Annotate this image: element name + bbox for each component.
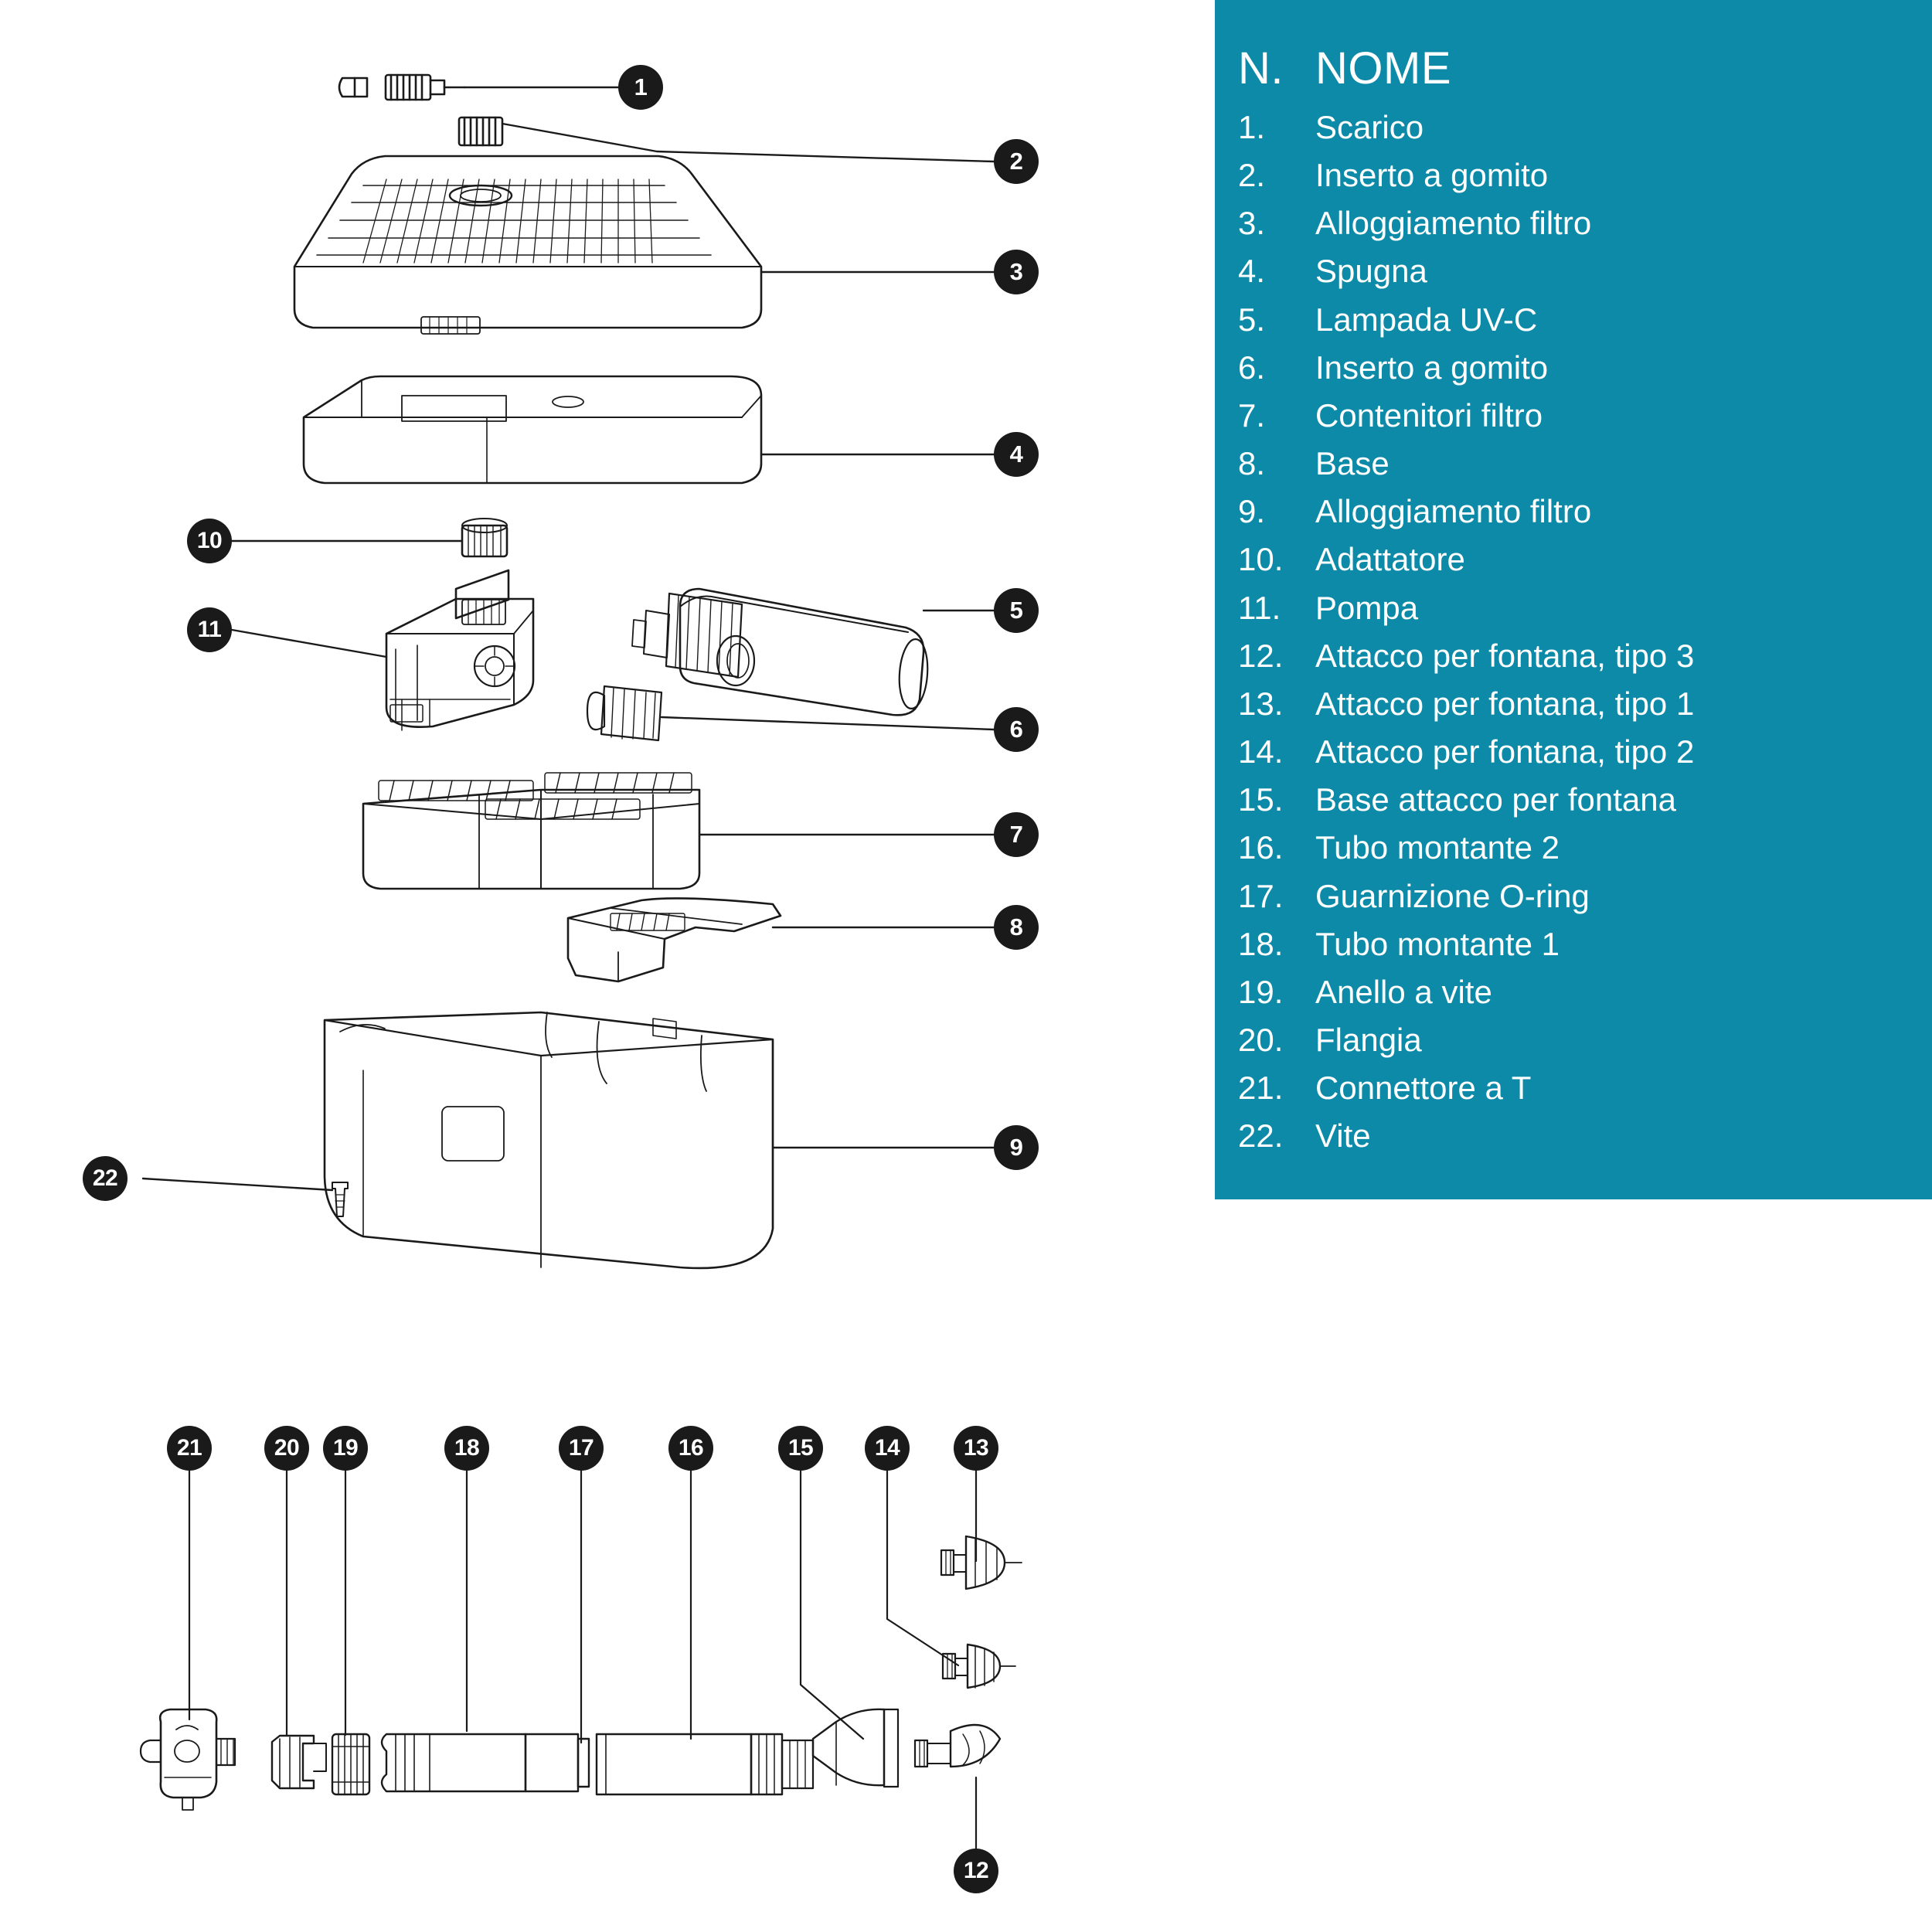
legend-item-16 [1238,824,1901,872]
legend-header [1238,43,1901,94]
callout-12[interactable] [954,1849,998,1893]
callout-label: 4 [1009,440,1023,468]
callout-8[interactable] [994,905,1039,950]
callout-label: 19 [332,1435,359,1461]
legend-item-12 [1238,632,1901,680]
callout-13[interactable] [954,1426,998,1471]
callout-label: 6 [1009,716,1023,743]
callout-label: 17 [568,1435,594,1461]
callout-16[interactable] [668,1426,713,1471]
callout-3[interactable] [994,250,1039,294]
legend-item-label: Vite [1315,1117,1371,1155]
legend-item-22 [1238,1112,1901,1160]
legend-item-label: Adattatore [1315,541,1465,578]
legend-item-13 [1238,680,1901,728]
legend-item-19 [1238,968,1901,1016]
callout-label: 20 [274,1435,300,1461]
legend-item-4 [1238,247,1901,295]
callout-5[interactable] [994,588,1039,633]
callout-label: 9 [1009,1134,1023,1161]
callout-19[interactable] [323,1426,368,1471]
legend-item-number: 9. [1238,493,1266,530]
legend-header-number: N. [1238,43,1284,94]
callout-18[interactable] [444,1426,489,1471]
callout-11[interactable] [187,607,232,652]
legend-item-11 [1238,584,1901,632]
legend-item-label: Base [1315,445,1389,482]
legend-panel [1215,0,1932,1199]
callout-label: 7 [1009,821,1023,848]
legend-item-label: Flangia [1315,1021,1422,1058]
legend-item-number: 6. [1238,349,1266,386]
callout-label: 13 [963,1435,989,1461]
legend-item-18 [1238,920,1901,968]
legend-item-number: 17. [1238,877,1284,914]
legend-item-number: 10. [1238,541,1284,578]
legend-item-label: Contenitori filtro [1315,396,1543,434]
callout-22[interactable] [83,1156,128,1201]
legend-item-number: 18. [1238,925,1284,962]
callout-label: 8 [1009,913,1023,940]
legend-item-number: 20. [1238,1021,1284,1058]
legend-item-label: Tubo montante 1 [1315,925,1560,962]
callout-label: 15 [787,1435,814,1461]
legend-item-1 [1238,104,1901,151]
legend-item-5 [1238,296,1901,344]
legend-item-20 [1238,1016,1901,1064]
legend-item-label: Alloggiamento filtro [1315,205,1592,242]
callout-label: 21 [176,1435,202,1461]
callout-10[interactable] [187,519,232,563]
legend-item-number: 22. [1238,1117,1284,1155]
legend-header-name: NOME [1315,43,1451,94]
legend-item-label: Inserto a gomito [1315,157,1549,194]
legend-item-label: Attacco per fontana, tipo 1 [1315,685,1695,722]
callout-4[interactable] [994,432,1039,477]
callout-20[interactable] [264,1426,309,1471]
legend-item-label: Base attacco per fontana [1315,781,1676,818]
callout-label: 18 [454,1435,480,1461]
legend-item-14 [1238,728,1901,776]
callout-1[interactable] [618,65,663,110]
legend-item-6 [1238,344,1901,392]
part-fountain-nozzle-type3-12 [915,1725,1000,1767]
callout-17[interactable] [559,1426,604,1471]
part-o-ring-17 [578,1739,589,1787]
callout-label: 5 [1009,597,1023,624]
legend-item-number: 13. [1238,685,1284,722]
legend-item-label: Scarico [1315,109,1424,145]
legend-item-label: Inserto a gomito [1315,349,1549,386]
legend-item-number: 1. [1238,109,1266,145]
callout-2[interactable] [994,139,1039,184]
legend-item-label: Connettore a T [1315,1070,1532,1107]
callout-label: 22 [92,1165,118,1191]
callout-label: 12 [963,1858,989,1883]
part-riser-tube-1-18 [382,1734,578,1791]
part-t-connector-21 [141,1709,235,1810]
callout-21[interactable] [167,1426,212,1471]
callout-label: 16 [678,1435,704,1461]
legend-item-number: 7. [1238,396,1266,434]
part-riser-tube-2-16 [597,1734,813,1794]
callout-14[interactable] [865,1426,910,1471]
legend-item-15 [1238,776,1901,824]
legend-item-number: 8. [1238,445,1266,482]
part-fountain-nozzle-type1-13 [941,1536,1022,1589]
callout-label: 2 [1009,148,1023,175]
legend-item-7 [1238,392,1901,440]
legend-item-3 [1238,199,1901,247]
legend-item-number: 5. [1238,301,1266,338]
callout-6[interactable] [994,707,1039,752]
legend-item-label: Pompa [1315,589,1419,626]
legend-item-number: 12. [1238,637,1284,674]
legend-item-label: Guarnizione O-ring [1315,877,1590,914]
callout-label: 11 [197,617,222,642]
legend-item-number: 16. [1238,829,1284,866]
callout-label: 1 [634,73,648,100]
callout-7[interactable] [994,812,1039,857]
legend-item-number: 11. [1238,589,1281,626]
legend-item-number: 14. [1238,733,1284,770]
legend-item-21 [1238,1064,1901,1112]
legend-item-label: Attacco per fontana, tipo 3 [1315,637,1695,674]
legend-item-number: 2. [1238,157,1266,194]
callout-9[interactable] [994,1125,1039,1170]
callout-label: 10 [196,528,223,553]
legend-item-label: Attacco per fontana, tipo 2 [1315,733,1695,770]
legend-item-number: 19. [1238,973,1284,1010]
legend-item-number: 3. [1238,205,1266,242]
callout-label: 14 [874,1435,900,1461]
callout-label: 3 [1009,258,1023,285]
legend-item-label: Tubo montante 2 [1315,829,1560,866]
legend-item-number: 15. [1238,781,1284,818]
legend-item-label: Spugna [1315,253,1427,290]
part-fountain-base-15 [813,1709,898,1787]
legend-item-label: Lampada UV-C [1315,301,1538,338]
legend-item-10 [1238,536,1901,583]
part-screw-ring-19 [332,1734,369,1794]
legend-item-9 [1238,488,1901,536]
legend-item-label: Anello a vite [1315,973,1492,1010]
callout-15[interactable] [778,1426,823,1471]
legend-item-2 [1238,151,1901,199]
legend-item-17 [1238,872,1901,920]
legend-item-number: 21. [1238,1070,1284,1107]
part-fountain-nozzle-type2-14 [943,1645,1015,1688]
legend-item-8 [1238,440,1901,488]
legend-item-number: 4. [1238,253,1266,290]
part-flange-20 [272,1736,326,1788]
legend-item-label: Alloggiamento filtro [1315,493,1592,530]
